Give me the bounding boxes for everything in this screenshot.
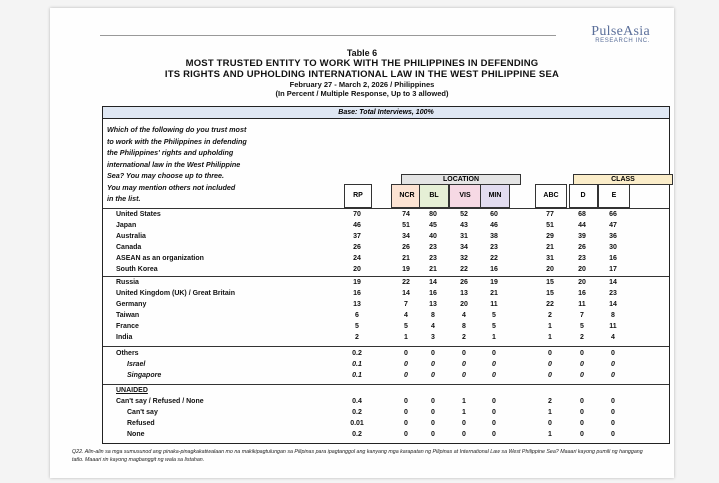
cell-abc: 0: [548, 361, 552, 368]
column-header-bl: BL: [419, 184, 449, 208]
question-line: You may mention others not included: [107, 182, 236, 192]
question-text: [107, 124, 319, 205]
cell-abc: 77: [546, 211, 554, 218]
cell-rp: 70: [353, 211, 361, 218]
cell-e: 11: [609, 323, 617, 330]
cell-min: 0: [492, 398, 496, 405]
cell-ncr: 0: [404, 398, 408, 405]
cell-abc: 15: [546, 290, 554, 297]
cell-rp: 0.2: [352, 350, 362, 357]
cell-min: 38: [490, 233, 498, 240]
cell-d: 68: [578, 211, 586, 218]
table-row: [103, 431, 669, 442]
cell-bl: 4: [431, 323, 435, 330]
title-line-1: MOST TRUSTED ENTITY TO WORK WITH THE PHILIPPINES IN DEFENDING: [185, 58, 539, 69]
row-label: Can't say: [127, 409, 158, 416]
row-label: UNAIDED: [116, 387, 148, 394]
cell-d: 20: [578, 279, 586, 286]
table-row: [103, 420, 669, 431]
cell-min: 0: [492, 420, 496, 427]
cell-min: 1: [492, 334, 496, 341]
cell-min: 19: [490, 279, 498, 286]
cell-ncr: 14: [402, 290, 410, 297]
row-label: Others: [116, 350, 139, 357]
table-row: [103, 312, 669, 323]
cell-vis: 22: [460, 266, 468, 273]
cell-e: 17: [609, 266, 617, 273]
cell-d: 0: [580, 372, 584, 379]
row-label: Refused: [127, 420, 155, 427]
cell-abc: 1: [548, 334, 552, 341]
cell-ncr: 34: [402, 233, 410, 240]
table-row: [103, 255, 669, 266]
date-line: February 27 - March 2, 2026 / Philippines: [289, 80, 435, 89]
cell-vis: 52: [460, 211, 468, 218]
cell-bl: 0: [431, 361, 435, 368]
cell-ncr: 22: [402, 279, 410, 286]
table-row: [103, 323, 669, 334]
cell-d: 11: [578, 301, 586, 308]
cell-bl: 45: [429, 222, 437, 229]
cell-min: 5: [492, 312, 496, 319]
cell-abc: 0: [548, 372, 552, 379]
cell-ncr: 51: [402, 222, 410, 229]
column-header-min: MIN: [480, 184, 510, 208]
table-row: [103, 301, 669, 312]
row-label: Russia: [116, 279, 139, 286]
cell-e: 0: [611, 350, 615, 357]
cell-abc: 21: [546, 244, 554, 251]
report-page: [50, 8, 674, 478]
cell-e: 0: [611, 409, 615, 416]
cell-min: 0: [492, 350, 496, 357]
cell-d: 0: [580, 420, 584, 427]
cell-abc: 51: [546, 222, 554, 229]
cell-ncr: 1: [404, 334, 408, 341]
cell-bl: 80: [429, 211, 437, 218]
cell-rp: 26: [353, 244, 361, 251]
cell-abc: 2: [548, 398, 552, 405]
cell-rp: 19: [353, 279, 361, 286]
row-label: Canada: [116, 244, 142, 251]
cell-vis: 0: [462, 431, 466, 438]
cell-bl: 16: [429, 290, 437, 297]
cell-bl: 21: [429, 266, 437, 273]
cell-vis: 1: [462, 398, 466, 405]
cell-bl: 0: [431, 350, 435, 357]
cell-ncr: 21: [402, 255, 410, 262]
question-line: in the list.: [107, 194, 141, 203]
row-label: Israel: [127, 361, 146, 368]
cell-vis: 0: [462, 350, 466, 357]
class-group-header: CLASS: [573, 174, 673, 185]
cell-e: 30: [609, 244, 617, 251]
row-label: Singapore: [127, 372, 162, 379]
table-row: [103, 233, 669, 244]
cell-abc: 31: [546, 255, 554, 262]
cell-min: 0: [492, 361, 496, 368]
cell-min: 21: [490, 290, 498, 297]
cell-abc: 1: [548, 409, 552, 416]
cell-e: 0: [611, 372, 615, 379]
cell-bl: 13: [429, 301, 437, 308]
cell-d: 26: [578, 244, 586, 251]
cell-d: 0: [580, 398, 584, 405]
cell-d: 0: [580, 409, 584, 416]
cell-rp: 0.2: [352, 431, 362, 438]
cell-d: 5: [580, 323, 584, 330]
location-group-header: LOCATION: [401, 174, 521, 185]
cell-rp: 0.2: [352, 409, 362, 416]
table-row: [103, 244, 669, 255]
table-row: [103, 372, 669, 383]
cell-rp: 5: [355, 323, 359, 330]
table-row: [103, 409, 669, 420]
cell-e: 8: [611, 312, 615, 319]
table-row: [103, 350, 669, 361]
cell-e: 16: [609, 255, 617, 262]
cell-vis: 32: [460, 255, 468, 262]
note-line: (In Percent / Multiple Response, Up to 3 allowed): [275, 89, 449, 98]
cell-min: 16: [490, 266, 498, 273]
cell-abc: 2: [548, 312, 552, 319]
cell-e: 14: [609, 279, 617, 286]
cell-vis: 4: [462, 312, 466, 319]
cell-vis: 34: [460, 244, 468, 251]
cell-abc: 1: [548, 431, 552, 438]
row-label: Germany: [116, 301, 147, 308]
row-label: United Kingdom (UK) / Great Britain: [116, 290, 235, 297]
cell-rp: 0.01: [350, 420, 364, 427]
cell-abc: 0: [548, 350, 552, 357]
table-row: [103, 222, 669, 233]
cell-e: 0: [611, 431, 615, 438]
column-header-vis: VIS: [449, 184, 481, 208]
cell-e: 0: [611, 398, 615, 405]
table-row: [103, 387, 669, 398]
cell-e: 36: [609, 233, 617, 240]
cell-ncr: 0: [404, 420, 408, 427]
cell-e: 23: [609, 290, 617, 297]
cell-bl: 8: [431, 312, 435, 319]
cell-e: 14: [609, 301, 617, 308]
cell-d: 0: [580, 361, 584, 368]
cell-rp: 37: [353, 233, 361, 240]
row-label: India: [116, 334, 133, 341]
cell-abc: 1: [548, 323, 552, 330]
row-label: South Korea: [116, 266, 158, 273]
cell-ncr: 19: [402, 266, 410, 273]
cell-rp: 13: [353, 301, 361, 308]
cell-min: 0: [492, 409, 496, 416]
cell-ncr: 4: [404, 312, 408, 319]
cell-abc: 20: [546, 266, 554, 273]
column-header-e: E: [598, 184, 630, 208]
cell-ncr: 0: [404, 372, 408, 379]
cell-bl: 0: [431, 398, 435, 405]
cell-vis: 0: [462, 361, 466, 368]
cell-d: 44: [578, 222, 586, 229]
cell-d: 16: [578, 290, 586, 297]
cell-rp: 0.1: [352, 361, 362, 368]
cell-e: 0: [611, 420, 615, 427]
cell-d: 39: [578, 233, 586, 240]
cell-bl: 14: [429, 279, 437, 286]
column-header-abc: ABC: [535, 184, 567, 208]
cell-bl: 23: [429, 244, 437, 251]
table-row: [103, 279, 669, 290]
cell-rp: 0.4: [352, 398, 362, 405]
logo-sub: RESEARCH INC.: [595, 38, 650, 44]
cell-rp: 2: [355, 334, 359, 341]
cell-vis: 8: [462, 323, 466, 330]
table-row: [103, 290, 669, 301]
cell-bl: 0: [431, 372, 435, 379]
table-row: [103, 211, 669, 222]
cell-ncr: 74: [402, 211, 410, 218]
cell-abc: 0: [548, 420, 552, 427]
cell-abc: 22: [546, 301, 554, 308]
question-line: Sea? You may choose up to three.: [107, 171, 225, 180]
row-label: Can't say / Refused / None: [116, 398, 204, 405]
cell-min: 22: [490, 255, 498, 262]
row-separator: [103, 384, 669, 385]
cell-bl: 0: [431, 431, 435, 438]
table-row: [103, 361, 669, 372]
table-titles: [50, 48, 674, 98]
question-line: Which of the following do you trust most: [107, 125, 247, 134]
cell-vis: 31: [460, 233, 468, 240]
row-separator: [103, 208, 669, 209]
cell-d: 0: [580, 431, 584, 438]
cell-vis: 13: [460, 290, 468, 297]
cell-ncr: 0: [404, 409, 408, 416]
row-label: ASEAN as an organization: [116, 255, 204, 262]
cell-bl: 0: [431, 420, 435, 427]
column-header-d: D: [569, 184, 598, 208]
cell-ncr: 5: [404, 323, 408, 330]
cell-min: 0: [492, 431, 496, 438]
cell-rp: 46: [353, 222, 361, 229]
cell-e: 4: [611, 334, 615, 341]
cell-min: 23: [490, 244, 498, 251]
cell-min: 0: [492, 372, 496, 379]
cell-vis: 43: [460, 222, 468, 229]
question-line: international law in the West Philippine: [107, 159, 241, 169]
cell-abc: 15: [546, 279, 554, 286]
row-label: Taiwan: [116, 312, 140, 319]
column-header-rp: RP: [344, 184, 372, 208]
table-row: [103, 398, 669, 409]
cell-min: 5: [492, 323, 496, 330]
cell-ncr: 0: [404, 361, 408, 368]
cell-bl: 0: [431, 409, 435, 416]
cell-rp: 6: [355, 312, 359, 319]
cell-bl: 40: [429, 233, 437, 240]
header-rule: [100, 35, 556, 36]
question-line: the Philippines' rights and upholding: [107, 148, 234, 157]
cell-vis: 1: [462, 409, 466, 416]
cell-rp: 20: [353, 266, 361, 273]
cell-ncr: 0: [404, 350, 408, 357]
base-label: Base: Total Interviews, 100%: [103, 107, 669, 119]
cell-bl: 3: [431, 334, 435, 341]
cell-rp: 0.1: [352, 372, 362, 379]
cell-ncr: 7: [404, 301, 408, 308]
table-row: [103, 266, 669, 277]
results-table: [102, 106, 670, 444]
row-label: Australia: [116, 233, 146, 240]
question-line: to work with the Philippines in defending: [107, 136, 247, 146]
cell-abc: 29: [546, 233, 554, 240]
row-label: France: [116, 323, 139, 330]
logo-name: PulseAsia: [591, 24, 650, 39]
cell-d: 23: [578, 255, 586, 262]
row-label: Japan: [116, 222, 137, 229]
cell-vis: 0: [462, 372, 466, 379]
cell-ncr: 26: [402, 244, 410, 251]
cell-ncr: 0: [404, 431, 408, 438]
title-line-2: ITS RIGHTS AND UPHOLDING INTERNATIONAL LAW IN THE WEST PHILIPPINE SEA: [164, 69, 560, 80]
cell-d: 2: [580, 334, 584, 341]
footnote: Q22. Alin-alin sa mga sumusunod ang pinaka-pinagkakatiwalaan mo na makikipagtulungan sa Pilipinas para ipagtanggol ang kanyang mga karapatan ng Pilipinas at International Law sa West Philippine Sea? Maaari kayong pumili ng hanggang tatlo. Maaari rin kayong magbanggit ng wala sa listahan.: [72, 449, 643, 463]
cell-bl: 23: [429, 255, 437, 262]
cell-rp: 24: [353, 255, 361, 262]
column-header-ncr: NCR: [391, 184, 423, 208]
cell-d: 0: [580, 350, 584, 357]
row-label: United States: [116, 211, 161, 218]
pulseasia-logo: [591, 24, 650, 44]
row-separator: [103, 346, 669, 347]
cell-rp: 16: [353, 290, 361, 297]
table-row: [103, 334, 669, 345]
cell-e: 0: [611, 361, 615, 368]
cell-min: 11: [490, 301, 498, 308]
cell-min: 46: [490, 222, 498, 229]
cell-vis: 20: [460, 301, 468, 308]
cell-vis: 0: [462, 420, 466, 427]
cell-d: 7: [580, 312, 584, 319]
cell-d: 20: [578, 266, 586, 273]
cell-e: 47: [609, 222, 617, 229]
table-number: Table 6: [346, 48, 378, 58]
row-label: None: [127, 431, 145, 438]
cell-vis: 26: [460, 279, 468, 286]
cell-e: 66: [609, 211, 617, 218]
cell-min: 60: [490, 211, 498, 218]
cell-vis: 2: [462, 334, 466, 341]
